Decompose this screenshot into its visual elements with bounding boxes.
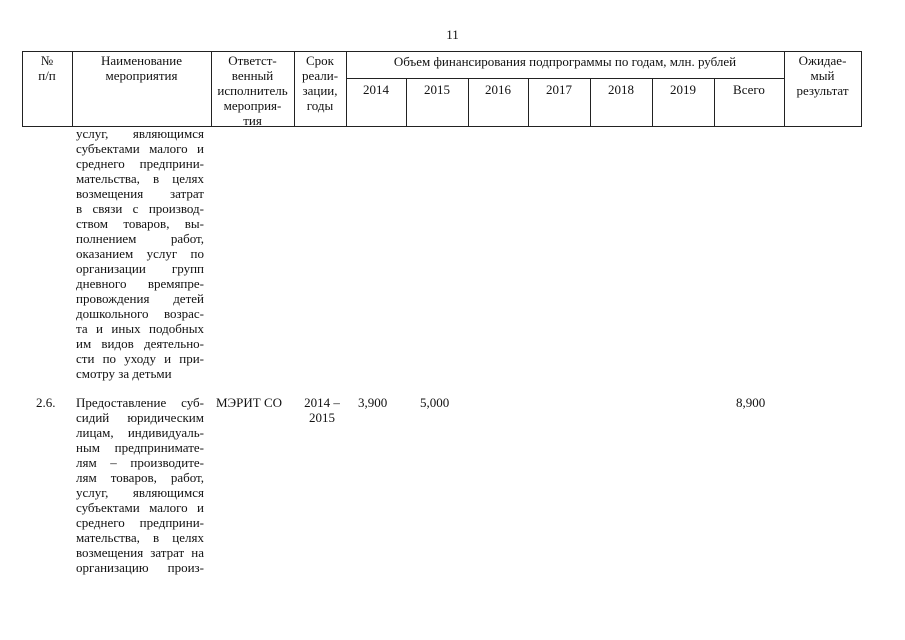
description-line: организацию произ- — [76, 560, 204, 575]
description-line: та и иных подобных — [76, 321, 204, 336]
row-value-total: 8,900 — [736, 395, 766, 410]
description-line: возмещения затрат на — [76, 545, 204, 560]
year-header: 2015 — [424, 82, 450, 97]
description-line: субъектами малого и — [76, 141, 204, 156]
description-line: лицам, индивидуаль- — [76, 425, 204, 440]
page-number: 11 — [446, 27, 459, 42]
description-line: услуг, являющимся — [76, 485, 204, 500]
description-line: дневного времяпре- — [76, 276, 204, 291]
total-header: Всего — [733, 82, 765, 97]
description-line: среднего предприни- — [76, 515, 204, 530]
col-term-header: Срок реали- зации, годы — [301, 53, 339, 113]
description-line: сидий юридическим — [76, 410, 204, 425]
description-line: Предоставление суб- — [76, 395, 204, 410]
description-line: субъектами малого и — [76, 500, 204, 515]
description-line: дошкольного возрас- — [76, 306, 204, 321]
description-line: им видов деятельно- — [76, 336, 204, 351]
col-border — [861, 51, 862, 127]
description-line: лям товаров, работ, — [76, 470, 204, 485]
description-line: смотру за детьми — [76, 366, 172, 381]
year-header: 2017 — [546, 82, 572, 97]
col-financing-header: Объем финансирования подпрограммы по годам, млн. рублей — [393, 54, 737, 69]
description-line: возмещения затрат — [76, 186, 204, 201]
description-line: лям – производите- — [76, 455, 204, 470]
years-divider — [346, 78, 784, 79]
description-line: среднего предприни- — [76, 156, 204, 171]
row-continuation-description — [76, 126, 204, 381]
row-responsible: МЭРИТ СО — [216, 395, 283, 410]
col-name-header: Наименование мероприятия — [101, 53, 182, 83]
description-line: ным предпринимате- — [76, 440, 204, 455]
description-line: провождения детей — [76, 291, 204, 306]
description-line: мательства, в целях — [76, 171, 204, 186]
year-header: 2019 — [670, 82, 696, 97]
table-header — [22, 51, 862, 127]
row-description — [76, 395, 204, 575]
col-responsible-header: Ответст- венный исполнитель мероприя- тия — [217, 53, 288, 128]
row-value-2014: 3,900 — [358, 395, 388, 410]
description-line: оказанием услуг по — [76, 246, 204, 261]
row-term: 2014 – 2015 — [304, 395, 340, 425]
description-line: полнением работ, — [76, 231, 204, 246]
year-header: 2018 — [608, 82, 634, 97]
row-number: 2.6. — [36, 395, 56, 410]
col-result-header: Ожидае- мый результат — [796, 53, 849, 98]
col-number-header: № п/п — [38, 53, 56, 83]
description-line: ством товаров, вы- — [76, 216, 204, 231]
row-value-2015: 5,000 — [420, 395, 450, 410]
description-line: организации групп — [76, 261, 204, 276]
year-header: 2014 — [363, 82, 389, 97]
header-top-border — [22, 51, 862, 52]
description-line: в связи с производ- — [76, 201, 204, 216]
description-line: услуг, являющимся — [76, 126, 204, 141]
year-header: 2016 — [485, 82, 511, 97]
description-line: мательства, в целях — [76, 530, 204, 545]
description-line: сти по уходу и при- — [76, 351, 204, 366]
